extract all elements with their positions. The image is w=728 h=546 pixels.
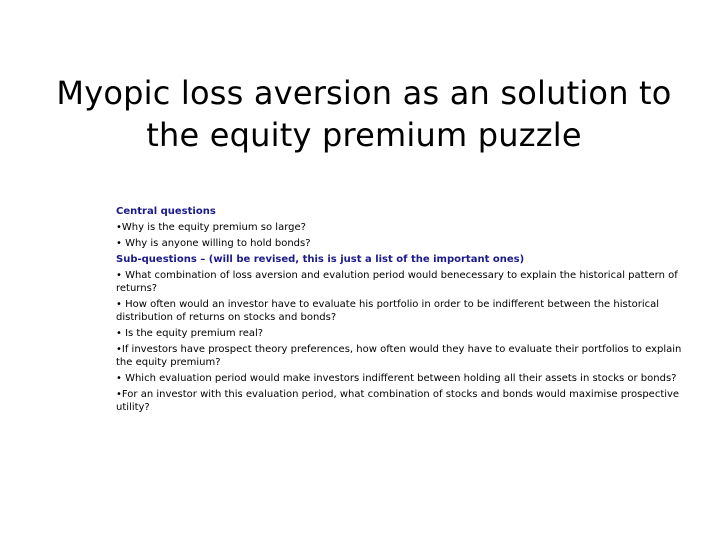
bullet-prospect-theory: •If investors have prospect theory preferences, how often would they have to evaluate their portfolios to explain the equity premium? <box>116 344 682 368</box>
sub-questions-heading: Sub-questions – (will be revised, this is just a list of the important ones) <box>116 254 525 265</box>
bullet-maximise-utility: •For an investor with this evaluation period, what combination of stocks and bonds would maximise prospective utility? <box>116 389 680 413</box>
bullet-indifferent-period: • Which evaluation period would make investors indifferent between holding all their assets in stocks or bonds? <box>116 373 677 384</box>
slide-body <box>116 205 686 417</box>
central-questions-heading: Central questions <box>116 206 216 217</box>
bullet-hold-bonds: • Why is anyone willing to hold bonds? <box>116 238 311 249</box>
bullet-evaluation-frequency: • How often would an investor have to evaluate his portfolio in order to be indifferent between the historical distribution of returns on stocks and bonds? <box>116 299 660 323</box>
slide-title: Myopic loss aversion as an solution to the equity premium puzzle <box>56 74 672 154</box>
bullet-premium-real: • Is the equity premium real? <box>116 328 264 339</box>
bullet-loss-aversion-combination: • What combination of loss aversion and evalution period would benecessary to explain the historical pattern of returns? <box>116 270 678 294</box>
bullet-equity-premium-large: •Why is the equity premium so large? <box>116 222 306 233</box>
